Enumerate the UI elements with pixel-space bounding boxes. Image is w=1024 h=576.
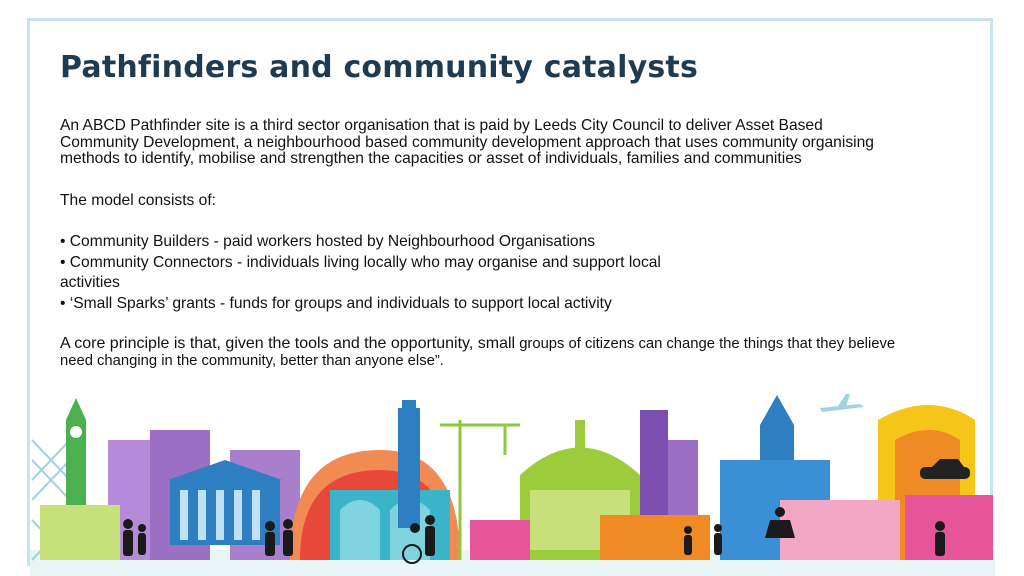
intro-line: methods to identify, mobilise and strengthen the capacities or asset of individuals, families and communities [60, 150, 802, 167]
core-principle-paragraph [60, 335, 970, 370]
bullet-item: • Community Connectors - individuals living locally who may organise and support local [60, 253, 661, 271]
intro-line: Community Development, a neighbourhood based community development approach that uses community organising [60, 133, 874, 151]
model-heading: The model consists of: [60, 192, 217, 209]
airplane-icon [820, 394, 864, 412]
bullet-item: • ‘Small Sparks’ grants - funds for groups and individuals to support local activity [60, 294, 612, 312]
bullet-item: • Community Builders - paid workers hosted by Neighbourhood Organisations [60, 233, 596, 250]
model-bullet-list [60, 232, 970, 314]
principle-part: A core principle is that, given the tools and the opportunity, small [60, 335, 516, 352]
principle-line: need changing in the community, better than anyone else”. [60, 353, 444, 369]
blue-tower [398, 400, 420, 528]
bullet-item: activities [60, 274, 120, 291]
pink-houses [780, 495, 993, 560]
principle-line [60, 335, 970, 353]
intro-line: An ABCD Pathfinder site is a third sector organisation that is paid by Leeds City Council to deliver Asset Based [60, 117, 823, 134]
principle-part: groups of citizens can change the things that they believe [515, 336, 896, 352]
city-skyline-illustration [0, 380, 1024, 576]
intro-paragraph [60, 118, 970, 168]
slide-title: Pathfinders and community catalysts [60, 50, 699, 85]
